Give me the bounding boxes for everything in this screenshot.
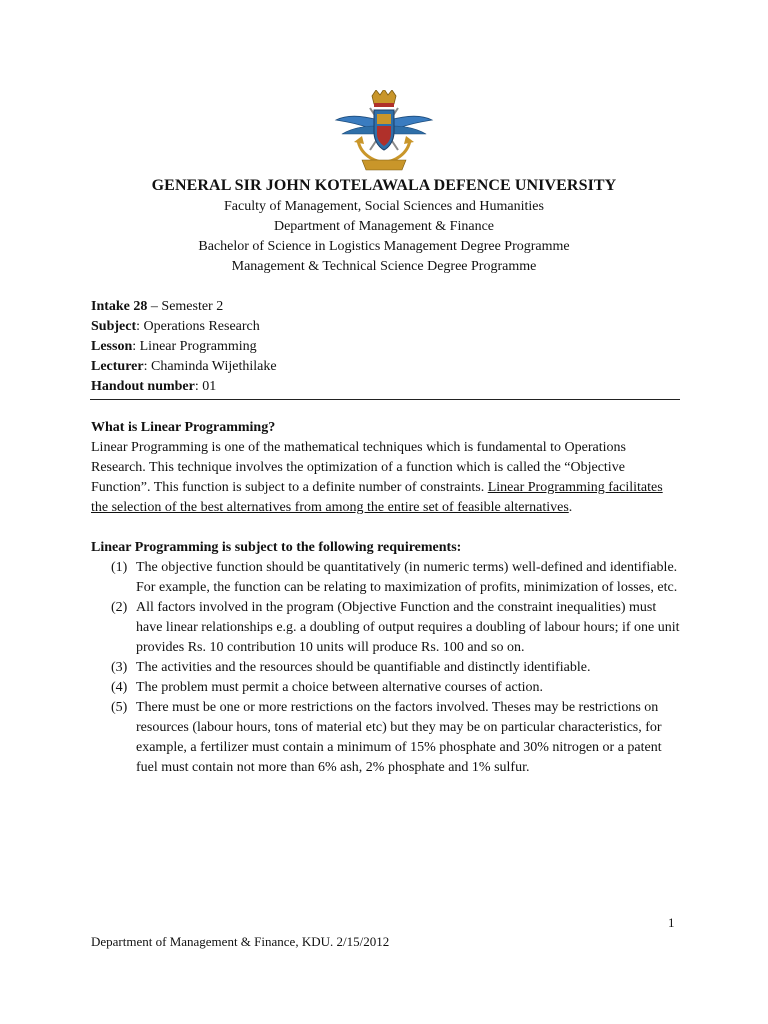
lp-definition-text: Linear Programming is one of the mathematical techniques which is fundamental to Operations Research. This technique involves the optimization of a function which is called the “Objective Function”. This function is subject to a definite number of constraints. — [91, 440, 626, 495]
list-item — [91, 558, 683, 598]
page-footer: Department of Management & Finance, KDU. 2/15/2012 — [91, 934, 390, 949]
list-item — [91, 698, 683, 778]
section-heading-what-is-lp: What is Linear Programming? — [91, 420, 276, 435]
handout-number-value: : 01 — [194, 379, 217, 394]
subject-row — [91, 317, 277, 337]
university-title: GENERAL SIR JOHN KOTELAWALA DEFENCE UNIVERSITY — [151, 177, 617, 194]
lecturer-row — [91, 357, 277, 377]
list-item-text: The problem must permit a choice between alternative courses of action. — [136, 680, 544, 695]
header-divider — [90, 399, 680, 400]
list-item-number: (5) — [111, 700, 128, 715]
intake-row — [91, 297, 277, 317]
list-item-text: All factors involved in the program (Objective Function and the constraint inequalities) must have linear relationships e.g. a doubling of output requires a doubling of labour hours; if one unit provides Rs. 10 contribution 10 units will produce Rs. 100 and so on. — [136, 600, 680, 655]
list-item-text: The objective function should be quantitatively (in numeric terms) well-defined and identifiable. For example, the function can be relating to maximization of profits, minimization of losses, etc. — [136, 560, 678, 595]
faculty-line: Faculty of Management, Social Sciences and Humanities — [224, 199, 544, 214]
subject-label: Subject — [91, 319, 137, 334]
handout-number-label: Handout number — [91, 379, 195, 394]
list-item-text: The activities and the resources should be quantifiable and distinctly identifiable. — [136, 660, 591, 675]
lesson-row — [91, 337, 277, 357]
handout-meta — [91, 297, 277, 397]
list-item — [91, 678, 683, 698]
degree-line-technical: Management & Technical Science Degree Programme — [231, 259, 537, 274]
degree-line-logistics: Bachelor of Science in Logistics Management Degree Programme — [198, 239, 570, 254]
lesson-value: : Linear Programming — [132, 339, 257, 354]
list-item-number: (4) — [111, 680, 128, 695]
requirements-list — [91, 558, 683, 778]
intake-label: Intake 28 — [91, 299, 148, 314]
lesson-label: Lesson — [91, 339, 133, 354]
university-crest-icon — [334, 90, 434, 172]
list-item-text: There must be one or more restrictions on the factors involved. Theses may be restrictions on resources (labour hours, tons of material etc) but they may be on particular characteristics, for example, a fertilizer must contain a minimum of 15% phosphate and 30% nitrogen or a patent fuel must contain not more than 6% ash, 2% phosphate and 1% sulfur. — [136, 700, 662, 775]
lp-definition-paragraph — [91, 438, 683, 518]
lp-definition-end: . — [568, 500, 573, 515]
lp-definition-underlined: Linear Programming facilitates the selection of the best alternatives from among the entire set of feasible alternatives — [91, 480, 663, 515]
lecturer-value: : Chaminda Wijethilake — [143, 359, 277, 374]
department-line: Department of Management & Finance — [273, 219, 495, 234]
list-item — [91, 598, 683, 658]
intake-value: – Semester 2 — [147, 299, 224, 314]
document-body — [91, 418, 683, 778]
list-item-number: (1) — [111, 560, 128, 575]
lecturer-label: Lecturer — [91, 359, 144, 374]
subject-value: : Operations Research — [136, 319, 260, 334]
list-item — [91, 658, 683, 678]
document-header — [0, 176, 768, 277]
list-item-number: (2) — [111, 600, 128, 615]
list-item-number: (3) — [111, 660, 128, 675]
section-heading-requirements: Linear Programming is subject to the following requirements: — [91, 540, 462, 555]
handout-number-row — [91, 377, 277, 397]
page-number: 1 — [668, 915, 675, 930]
